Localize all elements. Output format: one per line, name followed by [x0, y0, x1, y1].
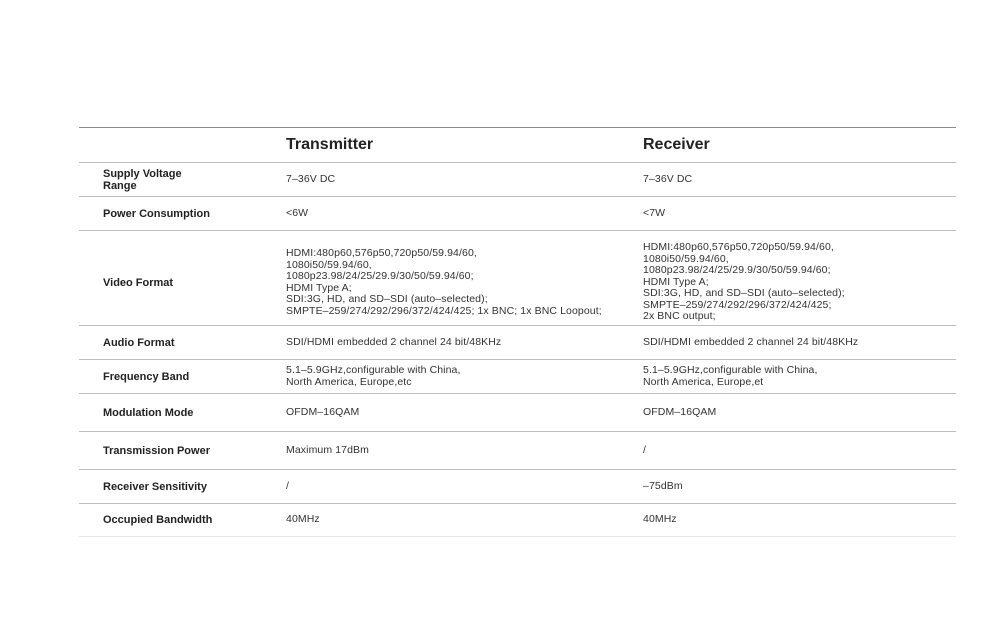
transmitter-value-text: 7–36V DC: [286, 172, 336, 185]
spec-label: Modulation Mode: [103, 406, 194, 419]
spec-label: Occupied Bandwidth: [103, 514, 213, 526]
receiver-value-text: 5.1–5.9GHz,configurable with China, North America, Europe,et: [643, 364, 818, 388]
row-transmission-power: [79, 432, 956, 470]
receiver-value: [643, 360, 956, 394]
spec-label-text: Supply Voltage Range: [103, 167, 182, 192]
receiver-value: <7W: [643, 206, 666, 219]
header-receiver: Receiver: [643, 128, 956, 163]
transmitter-value: 40MHz: [286, 513, 320, 526]
transmitter-value-text: HDMI:480p60,576p50,720p50/59.94/60, 1080i50/59.94/60, 1080p23.98/24/25/29.9/30/50/59.94/60; HDMI Type A; SDI:3G, HD, and SD–SDI (auto–selected); SMPTE–259/274/292/296/372/424/425; 1x BNC; 1x BNC Loopout;: [286, 247, 602, 317]
spec-label: Power Consumption: [103, 207, 210, 220]
receiver-value: OFDM–16QAM: [643, 405, 717, 418]
receiver-value: /: [643, 443, 647, 456]
header-row: [79, 128, 956, 163]
transmitter-value: SDI/HDMI embedded 2 channel 24 bit/48KHz: [286, 335, 502, 348]
header-transmitter: Transmitter: [286, 128, 643, 163]
spec-table: [79, 127, 956, 537]
row-modulation-mode: [79, 394, 956, 432]
row-audio-format: [79, 326, 956, 360]
transmitter-value-text: 5.1–5.9GHz,configurable with China, North America, Europe,etc: [286, 364, 461, 388]
spec-label: Receiver Sensitivity: [103, 480, 207, 493]
spec-label: Frequency Band: [103, 370, 190, 383]
receiver-value: [643, 231, 956, 326]
row-receiver-sensitivity: [79, 470, 956, 504]
row-occupied-bandwidth: [79, 504, 956, 537]
transmitter-value: OFDM–16QAM: [286, 405, 360, 418]
row-video-format: [79, 231, 956, 326]
header-empty-cell: [79, 128, 286, 163]
receiver-value-text: 7–36V DC: [643, 172, 693, 185]
receiver-value: 40MHz: [643, 513, 677, 526]
spec-label: [79, 163, 286, 197]
spec-label: Audio Format: [103, 336, 175, 349]
row-frequency-band: [79, 360, 956, 394]
transmitter-value: <6W: [286, 206, 309, 219]
transmitter-value: [286, 231, 643, 326]
receiver-value: –75dBm: [643, 479, 683, 492]
spec-label: Video Format: [103, 276, 174, 289]
row-supply-voltage: [79, 163, 956, 197]
row-power-consumption: [79, 197, 956, 231]
transmitter-value: [286, 163, 643, 197]
receiver-value-text: HDMI:480p60,576p50,720p50/59.94/60, 1080i50/59.94/60, 1080p23.98/24/25/29.9/30/50/59.94/60; HDMI Type A; SDI:3G, HD, and SD–SDI (auto–selected); SMPTE–259/274/292/296/372/424/425; 2x BNC output;: [643, 241, 845, 323]
receiver-value: [643, 163, 956, 197]
receiver-value: SDI/HDMI embedded 2 channel 24 bit/48KHz: [643, 335, 859, 348]
transmitter-value: Maximum 17dBm: [286, 443, 369, 456]
spec-label: Transmission Power: [103, 444, 210, 457]
transmitter-value: [286, 360, 643, 394]
transmitter-value: /: [286, 479, 290, 492]
